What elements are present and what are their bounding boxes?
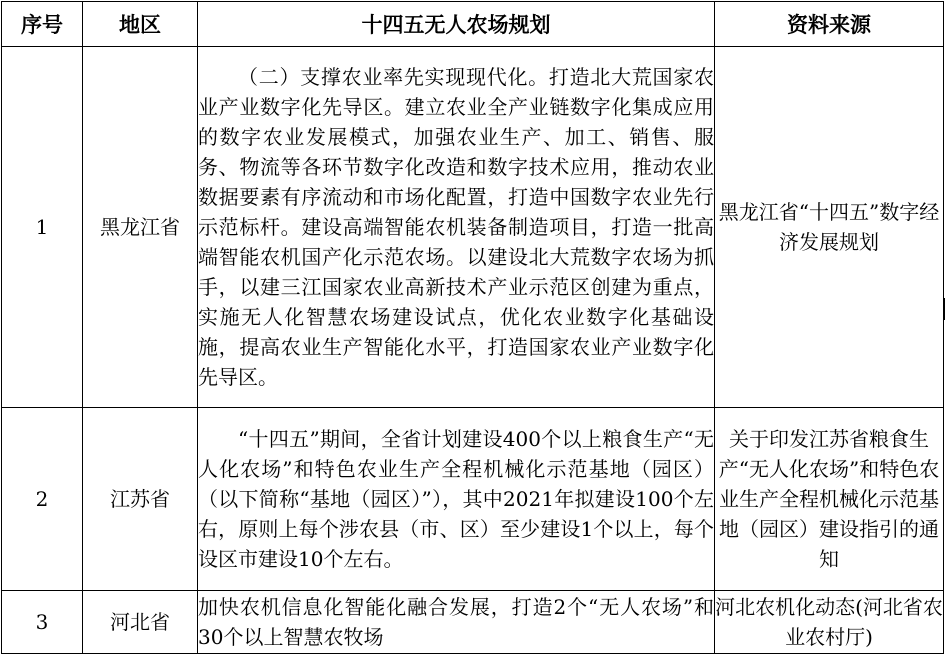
table-row [2, 591, 944, 654]
row-region-text: 黑龙江省 [100, 214, 180, 239]
row-plan: 加快农机信息化智能化融合发展，打造2个“无人农场”和30个以上智慧农牧场 [198, 591, 715, 654]
row-source: 黑龙江省“十四五”数字经济发展规划 [715, 47, 944, 408]
row-index: 2 [2, 408, 83, 591]
table-row [2, 47, 944, 408]
plan-table [1, 1, 944, 654]
header-plan: 十四五无人农场规划 [198, 2, 715, 47]
row-region [83, 47, 198, 408]
header-row [2, 2, 944, 47]
row-plan: “十四五”期间，全省计划建设400个以上粮食生产“无人化农场”和特色农业生产全程机械化示范基地（园区）（以下简称“基地（园区）”），其中2021年拟建设100个左右，原则上每个涉农县（市、区）至少建设1个以上，每个设区市建设10个左右。 [198, 408, 715, 591]
header-source: 资料来源 [715, 2, 944, 47]
table-row [2, 408, 944, 591]
row-index: 1 [2, 47, 83, 408]
row-region: 江苏省 [83, 408, 198, 591]
header-index: 序号 [2, 2, 83, 47]
row-source: 关于印发江苏省粮食生产“无人化农场”和特色农业生产全程机械化示范基地（园区）建设指引的通知 [715, 408, 944, 591]
row-plan: （二）支撑农业率先实现现代化。打造北大荒国家农业产业数字化先导区。建立农业全产业链数字化集成应用的数字农业发展模式，加强农业生产、加工、销售、服务、物流等各环节数字化改造和数字技术应用，推动农业数据要素有序流动和市场化配置，打造中国数字农业先行示范标杆。建设高端智能农机装备制造项目，打造一批高端智能农机国产化示范农场。以建设北大荒数字农场为抓手，以建三江国家农业高新技术产业示范区创建为重点，实施无人化智慧农场建设试点，优化农业数字化基础设施，提高农业生产智能化水平，打造国家农业产业数字化先导区。 [198, 47, 715, 408]
header-region: 地区 [83, 2, 198, 47]
row-source: 河北农机化动态(河北省农业农村厅) [715, 591, 944, 654]
row-region: 河北省 [83, 591, 198, 654]
row-index: 3 [2, 591, 83, 654]
